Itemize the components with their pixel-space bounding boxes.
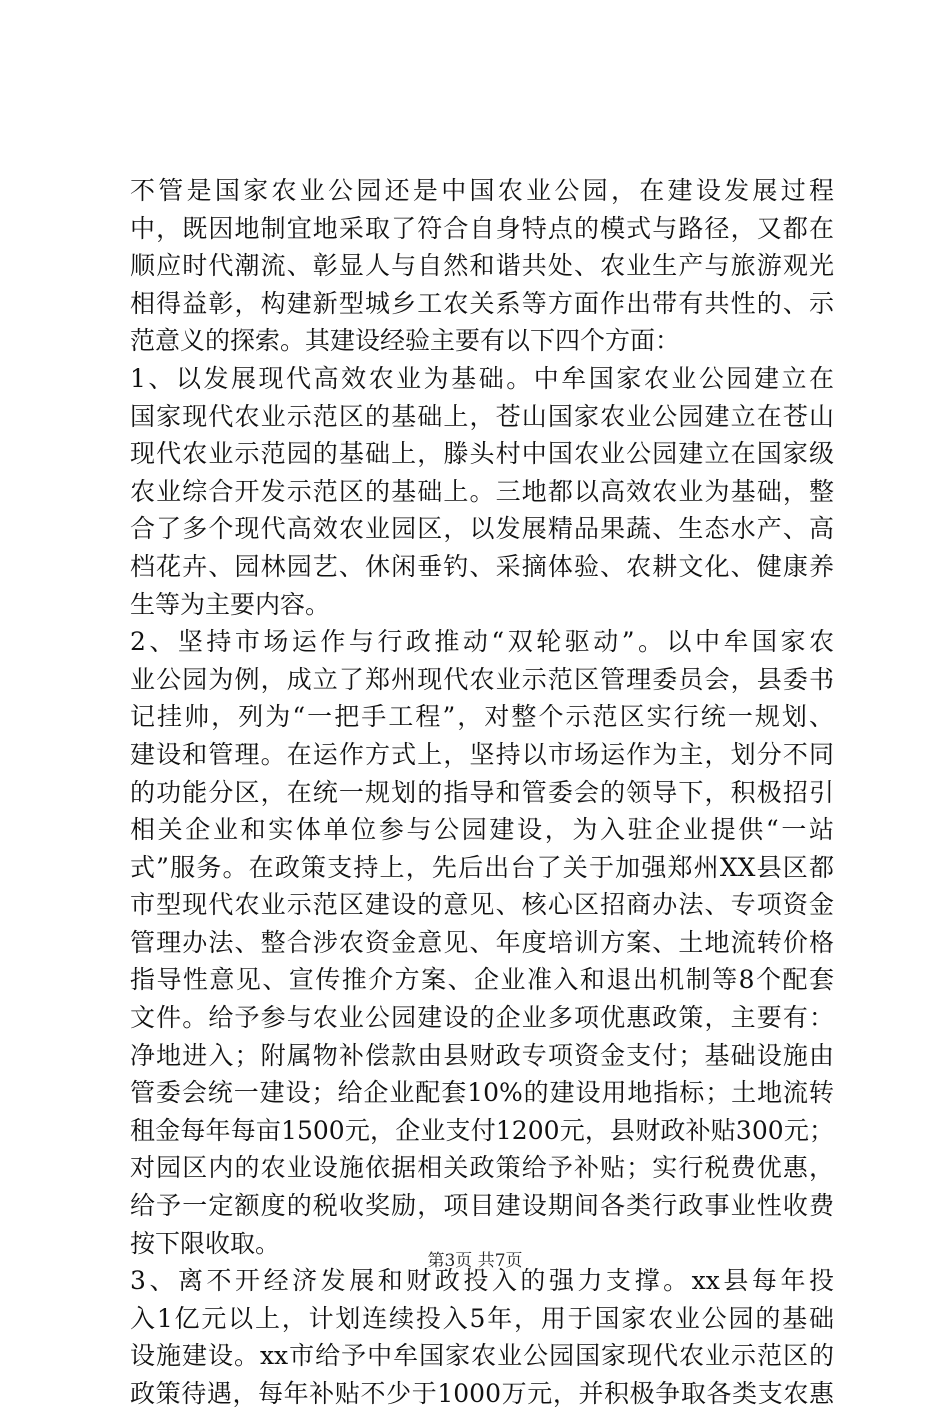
text-line: 指导性意见、宣传推介方案、企业准入和退出机制等8个配套 <box>130 965 834 995</box>
text-line: 文件。给予参与农业公园建设的企业多项优惠政策，主要有： <box>130 1003 834 1033</box>
text-line: 相关企业和实体单位参与公园建设，为入驻企业提供“一站 <box>130 815 834 845</box>
text-line: 式”服务。在政策支持上，先后出台了关于加强郑州XX县区都 <box>130 852 834 882</box>
text-line: 中，既因地制宜地采取了符合自身特点的模式与路径，又都在 <box>130 213 834 243</box>
text-line: 的功能分区，在统一规划的指导和管委会的领导下，积极招引 <box>130 777 834 807</box>
text-line: 合了多个现代高效农业园区，以发展精品果蔬、生态水产、高 <box>130 514 834 544</box>
text-line: 租金每年每亩1500元，企业支付1200元，县财政补贴300元； <box>130 1115 834 1145</box>
text-line: 设施建设。xx市给予中牟国家农业公园国家现代农业示范区的 <box>130 1341 834 1371</box>
text-line: 市型现代农业示范区建设的意见、核心区招商办法、专项资金 <box>130 890 834 920</box>
text-line: 管理办法、整合涉农资金意见、年度培训方案、土地流转价格 <box>130 927 834 957</box>
text-line: 管委会统一建设；给企业配套10%的建设用地指标；土地流转 <box>130 1078 834 1108</box>
text-line: 不管是国家农业公园还是中国农业公园，在建设发展过程 <box>130 176 834 205</box>
text-line: 档花卉、园林园艺、休闲垂钓、采摘体验、农耕文化、健康养 <box>130 551 834 581</box>
text-line: 按下限收取。 <box>130 1228 281 1258</box>
text-line: 农业综合开发示范区的基础上。三地都以高效农业为基础，整 <box>130 476 834 506</box>
text-line: 入1亿元以上，计划连续投入5年，用于国家农业公园的基础 <box>130 1303 834 1333</box>
text-line: 净地进入；附属物补偿款由县财政专项资金支付；基础设施由 <box>130 1040 834 1070</box>
text-line: 记挂帅，列为“一把手工程”，对整个示范区实行统一规划、 <box>130 702 834 732</box>
text-line: 2、坚持市场运作与行政推动“双轮驱动”。以中牟国家农 <box>130 627 834 657</box>
text-line: 顺应时代潮流、彰显人与自然和谐共处、农业生产与旅游观光 <box>130 251 834 281</box>
text-line: 1、以发展现代高效农业为基础。中牟国家农业公园建立在 <box>130 363 834 393</box>
text-line: 给予一定额度的税收奖励，项目建设期间各类行政事业性收费 <box>130 1191 834 1221</box>
text-line: 相得益彰，构建新型城乡工农关系等方面作出带有共性的、示 <box>130 288 834 318</box>
text-line: 现代农业示范园的基础上，滕头村中国农业公园建立在国家级 <box>130 439 834 469</box>
text-line: 范意义的探索。其建设经验主要有以下四个方面： <box>130 326 681 356</box>
page-footer: 第3页 共7页 <box>427 1251 523 1271</box>
document-body <box>130 172 834 1413</box>
text-line: 建设和管理。在运作方式上，坚持以市场运作为主，划分不同 <box>130 739 834 769</box>
text-line: 3、离不开经济发展和财政投入的强力支撑。xx县每年投 <box>130 1266 834 1296</box>
text-line: 对园区内的农业设施依据相关政策给予补贴；实行税费优惠， <box>130 1153 834 1183</box>
text-line: 国家现代农业示范区的基础上，苍山国家农业公园建立在苍山 <box>130 401 834 431</box>
text-line: 生等为主要内容。 <box>130 589 331 619</box>
text-line: 业公园为例，成立了郑州现代农业示范区管理委员会，县委书 <box>130 664 834 694</box>
text-line: 政策待遇，每年补贴不少于1000万元，并积极争取各类支农惠 <box>130 1379 834 1408</box>
